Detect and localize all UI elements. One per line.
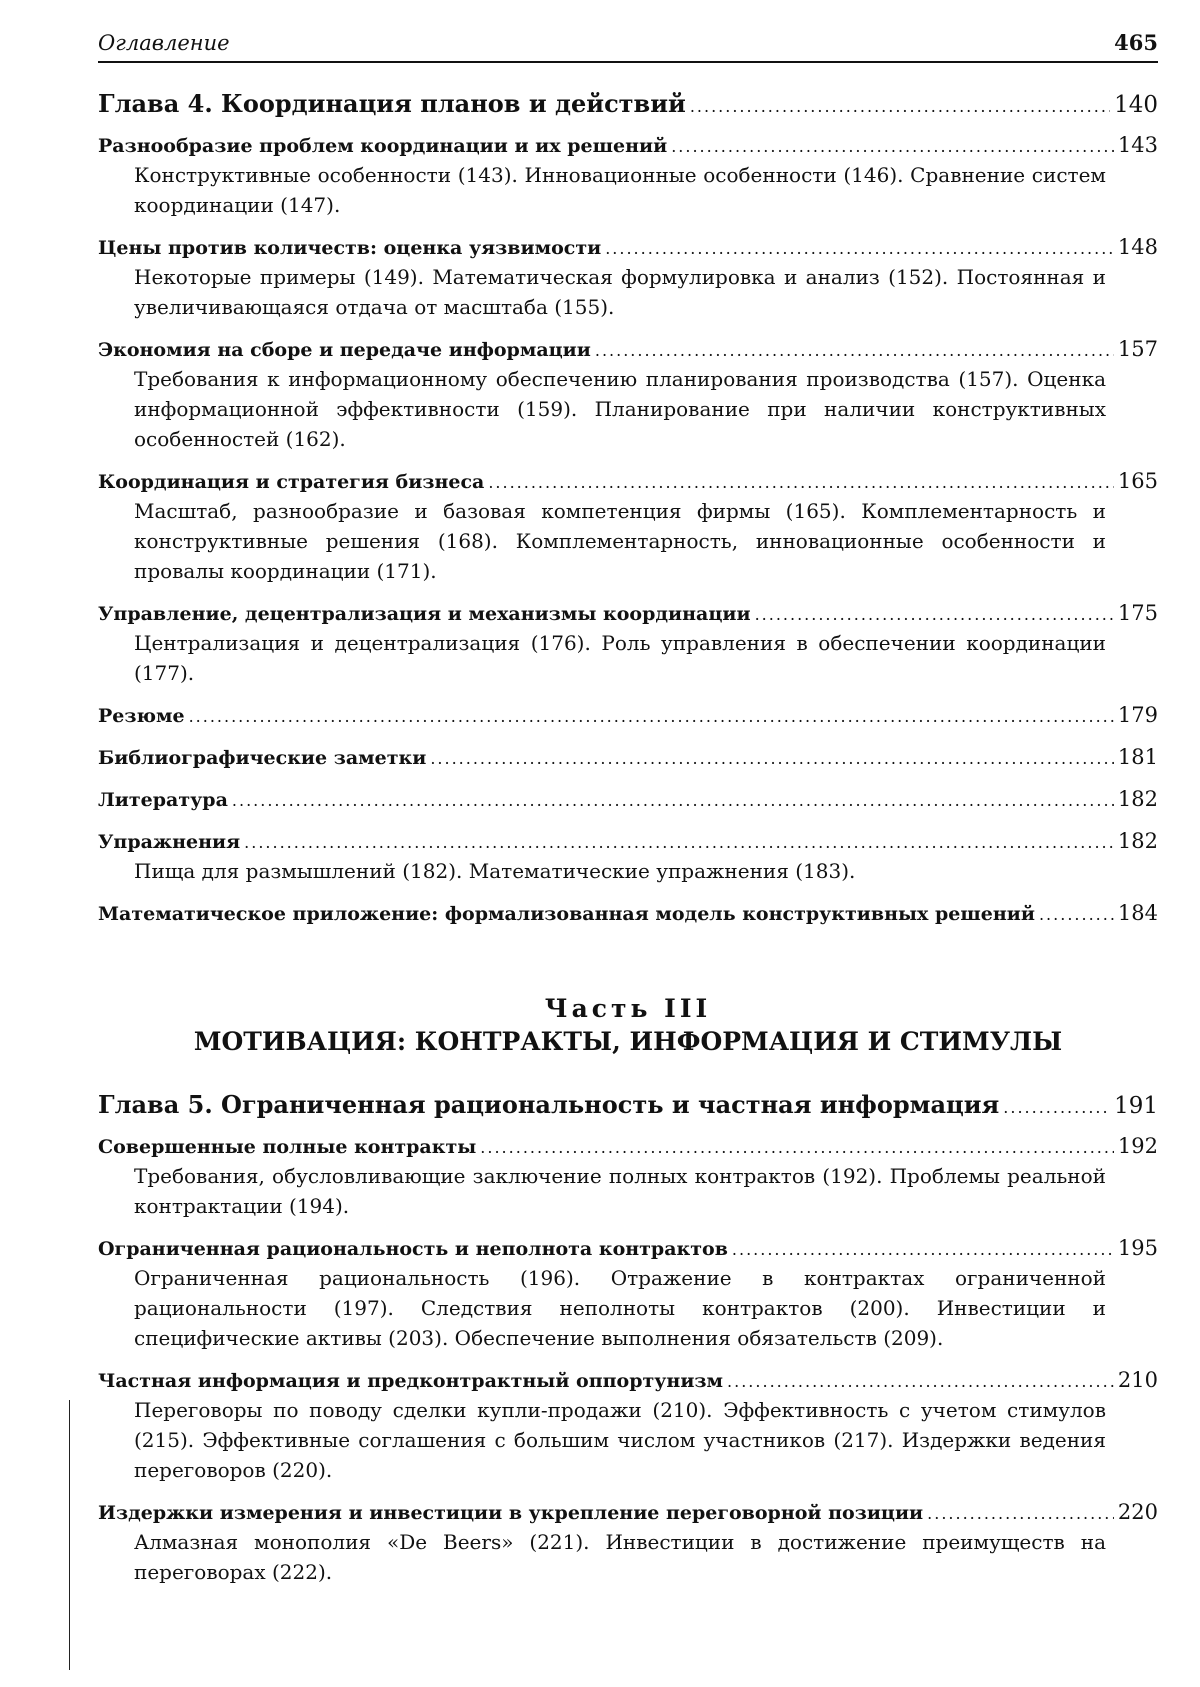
section-heading — [98, 786, 1158, 814]
chapter-title: Глава 4. Координация планов и действий — [98, 89, 686, 118]
toc-section — [98, 786, 1158, 814]
section-subtopics: Требования к информационному обеспечению планирования производства (157). Оценка информационной эффективности (159). Планирование при наличии конструктивных особенностей (162). — [134, 367, 1106, 451]
section-heading — [98, 900, 1158, 928]
section-page-number: 181 — [1117, 745, 1158, 769]
section-page-number: 165 — [1117, 469, 1158, 493]
section-heading — [98, 132, 1158, 160]
section-title: Разнообразие проблем координации и их решений — [98, 135, 668, 157]
part-label: Часть III — [544, 994, 712, 1023]
section-page-number: 148 — [1117, 235, 1158, 259]
toc-section — [98, 900, 1158, 928]
dot-leader — [488, 469, 1114, 496]
toc-section — [98, 1235, 1158, 1353]
section-subtopics: Ограниченная рациональность (196). Отражение в контрактах ограниченной рациональности (197). Следствия неполноты контрактов (200). Инвестиции и специфические активы (203). Обеспечение выполнения обязательств (209). — [134, 1266, 1106, 1350]
part-title: МОТИВАЦИЯ: КОНТРАКТЫ, ИНФОРМАЦИЯ И СТИМУЛЫ — [193, 1027, 1063, 1056]
section-title: Упражнения — [98, 831, 241, 853]
dot-leader — [1039, 901, 1114, 928]
toc-section — [98, 468, 1158, 586]
dot-leader — [1003, 1098, 1110, 1117]
section-title: Координация и стратегия бизнеса — [98, 471, 485, 493]
section-heading — [98, 828, 1158, 856]
section-title: Экономия на сборе и передаче информации — [98, 339, 591, 361]
section-subtopics: Алмазная монополия «De Beers» (221). Инвестиции в достижение преимуществ на переговорах (222). — [134, 1530, 1106, 1584]
section-title: Математическое приложение: формализованная модель конструктивных решений — [98, 903, 1035, 925]
toc-page — [98, 30, 1158, 1587]
dot-leader — [690, 97, 1110, 116]
chapter-4-heading — [98, 89, 1158, 118]
part-3-heading — [98, 994, 1158, 1056]
section-heading — [98, 468, 1158, 496]
toc-section — [98, 1133, 1158, 1221]
running-head-title: Оглавление — [98, 31, 230, 55]
section-heading — [98, 336, 1158, 364]
toc-section — [98, 1367, 1158, 1485]
chapter-5-sections — [98, 1133, 1158, 1587]
section-subtopics: Пища для размышлений (182). Математические упражнения (183). — [134, 859, 856, 883]
section-title: Ограниченная рациональность и неполнота контрактов — [98, 1238, 728, 1260]
toc-section — [98, 132, 1158, 220]
section-page-number: 182 — [1117, 829, 1158, 853]
margin-scan-line — [69, 1400, 70, 1670]
section-page-number: 184 — [1117, 901, 1158, 925]
section-title: Резюме — [98, 705, 185, 727]
chapter-5-heading — [98, 1090, 1158, 1119]
section-heading — [98, 1499, 1158, 1527]
running-head — [98, 30, 1158, 63]
section-title: Литература — [98, 789, 228, 811]
section-page-number: 192 — [1117, 1134, 1158, 1158]
toc-section — [98, 744, 1158, 772]
section-page-number: 157 — [1117, 337, 1158, 361]
chapter-page-number: 191 — [1114, 1093, 1158, 1119]
dot-leader — [430, 745, 1114, 772]
dot-leader — [605, 235, 1114, 262]
dot-leader — [595, 337, 1114, 364]
section-page-number: 210 — [1117, 1368, 1158, 1392]
section-heading — [98, 1235, 1158, 1263]
section-subtopics: Переговоры по поводу сделки купли-продажи (210). Эффективность с учетом стимулов (215). Эффективные соглашения с большим числом участников (217). Издержки ведения переговоров (220). — [134, 1398, 1106, 1482]
toc-section — [98, 828, 1158, 886]
dot-leader — [232, 787, 1114, 814]
section-subtopics: Требования, обусловливающие заключение полных контрактов (192). Проблемы реальной контрактации (194). — [134, 1164, 1106, 1218]
dot-leader — [480, 1134, 1114, 1161]
section-page-number: 143 — [1117, 133, 1158, 157]
section-title: Цены против количеств: оценка уязвимости — [98, 237, 602, 259]
section-heading — [98, 600, 1158, 628]
section-title: Частная информация и предконтрактный оппортунизм — [98, 1370, 724, 1392]
dot-leader — [755, 601, 1114, 628]
section-heading — [98, 1133, 1158, 1161]
dot-leader — [727, 1368, 1114, 1395]
section-page-number: 220 — [1117, 1500, 1158, 1524]
chapter-title: Глава 5. Ограниченная рациональность и частная информация — [98, 1090, 1000, 1119]
toc-section — [98, 702, 1158, 730]
section-page-number: 175 — [1117, 601, 1158, 625]
chapter-page-number: 140 — [1114, 92, 1158, 118]
section-title: Библиографические заметки — [98, 747, 427, 769]
section-subtopics: Централизация и децентрализация (176). Роль управления в обеспечении координации (177). — [134, 631, 1106, 685]
running-head-page-number: 465 — [1114, 30, 1158, 55]
section-subtopics: Некоторые примеры (149). Математическая формулировка и анализ (152). Постоянная и увеличивающаяся отдача от масштаба (155). — [134, 265, 1106, 319]
dot-leader — [189, 703, 1114, 730]
section-heading — [98, 234, 1158, 262]
chapter-4-sections — [98, 132, 1158, 928]
dot-leader — [732, 1236, 1114, 1263]
section-subtopics: Конструктивные особенности (143). Инновационные особенности (146). Сравнение систем координации (147). — [134, 163, 1106, 217]
dot-leader — [671, 133, 1114, 160]
section-page-number: 195 — [1117, 1236, 1158, 1260]
section-title: Совершенные полные контракты — [98, 1136, 477, 1158]
section-heading — [98, 744, 1158, 772]
dot-leader — [927, 1500, 1114, 1527]
toc-section — [98, 336, 1158, 454]
section-page-number: 182 — [1117, 787, 1158, 811]
section-page-number: 179 — [1117, 703, 1158, 727]
section-title: Управление, децентрализация и механизмы координации — [98, 603, 751, 625]
dot-leader — [244, 829, 1114, 856]
toc-section — [98, 1499, 1158, 1587]
section-heading — [98, 702, 1158, 730]
section-heading — [98, 1367, 1158, 1395]
section-title: Издержки измерения и инвестиции в укрепление переговорной позиции — [98, 1502, 924, 1524]
section-subtopics: Масштаб, разнообразие и базовая компетенция фирмы (165). Комплементарность и конструктивные решения (168). Комплементарность, инновационные особенности и провалы координации (171). — [134, 499, 1106, 583]
toc-section — [98, 600, 1158, 688]
toc-section — [98, 234, 1158, 322]
